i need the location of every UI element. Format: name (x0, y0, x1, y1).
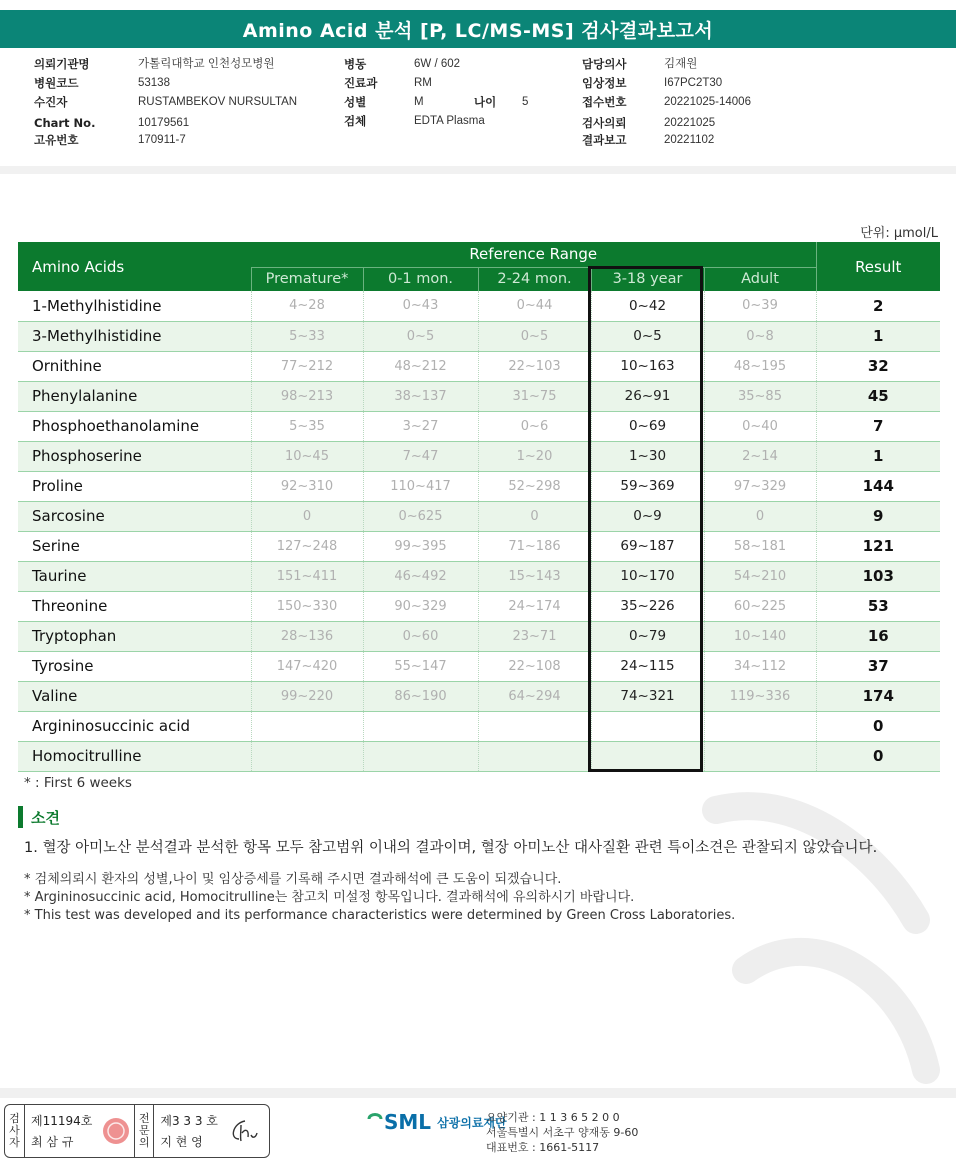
reference-range-cell: 38~137 (363, 381, 478, 411)
reference-range-cell: 0~43 (363, 291, 478, 321)
table-row (18, 441, 940, 471)
table-row (18, 411, 940, 441)
table-row (18, 351, 940, 381)
amino-acid-name: Tyrosine (18, 651, 251, 681)
opinion-text: 1. 혈장 아미노산 분석결과 분석한 항목 모두 참고범위 이내의 결과이며, 혈장 아미노산 대사질환 관련 특이소견은 관찰되지 않았습니다. (24, 840, 878, 856)
reference-range-cell: 10~45 (251, 441, 363, 471)
reference-range-cell: 52~298 (478, 471, 591, 501)
table-row (18, 471, 940, 501)
reference-range-cell: 0~5 (478, 321, 591, 351)
ward-value: 6W / 602 (414, 58, 461, 70)
receipt-value: 20221025-14006 (664, 96, 751, 108)
examiner-number: 제11194호 (31, 1114, 93, 1128)
result-cell: 121 (816, 531, 940, 561)
amino-acid-name: Phosphoethanolamine (18, 411, 251, 441)
table-row (18, 741, 940, 771)
result-cell: 144 (816, 471, 940, 501)
examiner-v1: 검 (9, 1112, 20, 1125)
amino-acid-name: Ornithine (18, 351, 251, 381)
reference-range-cell (591, 711, 704, 741)
reference-range-cell: 24~115 (591, 651, 704, 681)
reference-range-cell: 5~33 (251, 321, 363, 351)
table-row (18, 561, 940, 591)
header-result: Result (816, 242, 940, 291)
chart-label: Chart No. (34, 116, 96, 130)
reference-range-cell: 1~30 (591, 441, 704, 471)
ward-label: 병동 (344, 57, 367, 71)
header-premature: Premature* (251, 267, 363, 291)
reference-range-cell: 151~411 (251, 561, 363, 591)
divider-band (0, 166, 956, 174)
sml-mark-icon (366, 1111, 384, 1133)
phone: 대표번호 : 1661-5117 (486, 1141, 600, 1154)
reference-range-cell: 98~213 (251, 381, 363, 411)
footer-band (0, 1088, 956, 1098)
reference-range-cell (251, 711, 363, 741)
reference-range-cell: 150~330 (251, 591, 363, 621)
reference-range-cell: 35~85 (704, 381, 816, 411)
examiner-vertical-label (5, 1105, 25, 1157)
reference-range-cell: 48~195 (704, 351, 816, 381)
reference-range-cell: 0~5 (591, 321, 704, 351)
notes (24, 871, 735, 925)
reference-range-cell: 86~190 (363, 681, 478, 711)
reference-range-cell: 10~163 (591, 351, 704, 381)
reference-range-cell: 15~143 (478, 561, 591, 591)
examiner-name: 최 삼 규 (31, 1135, 74, 1149)
reference-range-cell: 119~336 (704, 681, 816, 711)
amino-acid-name: Homocitrulline (18, 741, 251, 771)
reference-range-cell: 26~91 (591, 381, 704, 411)
reference-range-cell: 23~71 (478, 621, 591, 651)
note-item: * Argininosuccinic acid, Homocitrulline는 참고치 미설정 항목입니다. 결과해석에 유의하시기 바랍니다. (24, 890, 635, 905)
specialist-v3: 의 (139, 1136, 150, 1149)
specimen-value: EDTA Plasma (414, 115, 485, 127)
reference-range-cell: 97~329 (704, 471, 816, 501)
reference-range-cell (363, 711, 478, 741)
reference-range-cell: 99~395 (363, 531, 478, 561)
amino-acid-name: Taurine (18, 561, 251, 591)
table-row (18, 321, 940, 351)
reference-range-cell: 4~28 (251, 291, 363, 321)
reference-range-cell: 99~220 (251, 681, 363, 711)
reference-range-cell: 69~187 (591, 531, 704, 561)
result-cell: 174 (816, 681, 940, 711)
reference-range-cell: 0~625 (363, 501, 478, 531)
result-cell: 0 (816, 741, 940, 771)
address: 서울특별시 서초구 양재동 9-60 (486, 1126, 639, 1139)
reference-range-cell: 147~420 (251, 651, 363, 681)
patient-label: 수진자 (34, 95, 68, 109)
unique-label: 고유번호 (34, 133, 79, 147)
unique-value: 170911-7 (138, 134, 186, 146)
reference-range-cell: 48~212 (363, 351, 478, 381)
table-row (18, 381, 940, 411)
reference-range-cell: 31~75 (478, 381, 591, 411)
reference-range-cell: 58~181 (704, 531, 816, 561)
result-cell: 9 (816, 501, 940, 531)
reference-range-cell: 1~20 (478, 441, 591, 471)
amino-acid-name: Phosphoserine (18, 441, 251, 471)
doctor-value: 김재원 (664, 58, 698, 70)
reference-range-cell: 127~248 (251, 531, 363, 561)
amino-acid-name: Sarcosine (18, 501, 251, 531)
specimen-label: 검체 (344, 114, 367, 128)
reference-range-cell: 0 (251, 501, 363, 531)
dept-label: 진료과 (344, 76, 378, 90)
patient-value: RUSTAMBEKOV NURSULTAN (138, 96, 298, 108)
specialist-cell (154, 1105, 224, 1157)
reference-range-cell: 0 (704, 501, 816, 531)
table-row (18, 531, 940, 561)
result-cell: 103 (816, 561, 940, 591)
reference-range-cell: 34~112 (704, 651, 816, 681)
result-cell: 37 (816, 651, 940, 681)
hospital-code-value: 53138 (138, 77, 170, 89)
table-row (18, 621, 940, 651)
table-row (18, 651, 940, 681)
amino-acid-name: Argininosuccinic acid (18, 711, 251, 741)
reference-range-cell: 3~27 (363, 411, 478, 441)
reference-range-cell: 71~186 (478, 531, 591, 561)
specialist-name: 지 현 영 (160, 1135, 203, 1149)
watermark-graphic (676, 770, 956, 1090)
sex-label: 성별 (344, 95, 367, 109)
header-3-18-year: 3-18 year (591, 267, 704, 291)
reference-range-cell: 0~5 (363, 321, 478, 351)
reference-range-cell: 59~369 (591, 471, 704, 501)
opinion-marker (18, 806, 23, 828)
institution-label: 의뢰기관명 (34, 57, 90, 71)
reference-range-cell: 0~69 (591, 411, 704, 441)
clinical-value: I67PC2T30 (664, 77, 723, 89)
reference-range-cell: 0~44 (478, 291, 591, 321)
reference-range-cell: 24~174 (478, 591, 591, 621)
specialist-v1: 전 (139, 1112, 150, 1125)
unit-label: 단위: μmol/L (860, 226, 938, 241)
footnote: * : First 6 weeks (24, 775, 132, 791)
note-item: * This test was developed and its performance characteristics were determined by Green Cross Laboratories. (24, 908, 736, 923)
table-row (18, 591, 940, 621)
amino-acid-name: Threonine (18, 591, 251, 621)
reference-range-cell: 5~35 (251, 411, 363, 441)
reference-range-cell: 55~147 (363, 651, 478, 681)
reference-range-cell: 0~8 (704, 321, 816, 351)
reference-range-cell: 22~103 (478, 351, 591, 381)
amino-acid-name: 3-Methylhistidine (18, 321, 251, 351)
reference-range-cell (704, 741, 816, 771)
result-cell: 1 (816, 321, 940, 351)
sml-logo-text: SML (384, 1110, 432, 1134)
request-value: 20221025 (664, 117, 716, 129)
reference-range-cell (478, 741, 591, 771)
result-cell: 7 (816, 411, 940, 441)
reference-range-cell: 35~226 (591, 591, 704, 621)
age-value: 5 (522, 96, 529, 108)
reference-range-cell: 0~60 (363, 621, 478, 651)
reference-range-cell: 74~321 (591, 681, 704, 711)
reference-range-cell: 0~40 (704, 411, 816, 441)
reference-range-cell: 28~136 (251, 621, 363, 651)
institution-value: 가톨릭대학교 인천성모병원 (138, 58, 275, 70)
result-cell: 45 (816, 381, 940, 411)
request-label: 검사의뢰 (582, 116, 627, 130)
reference-range-cell: 64~294 (478, 681, 591, 711)
reference-range-cell (363, 741, 478, 771)
reference-range-cell: 0~42 (591, 291, 704, 321)
specialist-number: 제3 3 3 호 (160, 1114, 218, 1128)
reference-range-cell: 10~140 (704, 621, 816, 651)
result-cell: 2 (816, 291, 940, 321)
contact-info (486, 1110, 638, 1155)
age-label: 나이 (474, 95, 497, 109)
table-row (18, 291, 940, 321)
amino-acid-table (18, 242, 940, 772)
care-code: 요양기관 : 1 1 3 6 5 2 0 0 (486, 1111, 620, 1124)
examiner-v2: 사 (9, 1124, 20, 1137)
reference-range-cell: 2~14 (704, 441, 816, 471)
clinical-label: 임상정보 (582, 76, 627, 90)
reference-range-cell (591, 741, 704, 771)
reference-range-cell: 90~329 (363, 591, 478, 621)
examiner-cell (25, 1105, 98, 1157)
dept-value: RM (414, 77, 432, 89)
reference-range-cell: 10~170 (591, 561, 704, 591)
reference-range-cell: 0 (478, 501, 591, 531)
result-cell: 53 (816, 591, 940, 621)
amino-acid-name: Phenylalanine (18, 381, 251, 411)
reference-range-cell: 92~310 (251, 471, 363, 501)
result-cell: 16 (816, 621, 940, 651)
reference-range-cell: 110~417 (363, 471, 478, 501)
reference-range-cell: 54~210 (704, 561, 816, 591)
table-row (18, 681, 940, 711)
reference-range-cell: 60~225 (704, 591, 816, 621)
header-2-24-mon: 2-24 mon. (478, 267, 591, 291)
reference-range-cell: 46~492 (363, 561, 478, 591)
header-amino-acids: Amino Acids (18, 242, 251, 291)
amino-acid-name: Proline (18, 471, 251, 501)
amino-acid-name: Serine (18, 531, 251, 561)
sex-value: M (414, 96, 424, 108)
doctor-label: 담당의사 (582, 57, 627, 71)
result-cell: 1 (816, 441, 940, 471)
receipt-label: 접수번호 (582, 95, 627, 109)
signature-box (4, 1104, 270, 1158)
result-cell: 0 (816, 711, 940, 741)
specialist-v2: 문 (139, 1124, 150, 1137)
amino-acid-name: 1-Methylhistidine (18, 291, 251, 321)
reference-range-cell: 22~108 (478, 651, 591, 681)
reference-range-cell: 0~9 (591, 501, 704, 531)
reference-range-cell (478, 711, 591, 741)
reference-range-cell: 77~212 (251, 351, 363, 381)
amino-acid-name: Valine (18, 681, 251, 711)
org-name: 삼광의료재단 (437, 1115, 507, 1130)
report-title: Amino Acid 분석 [P, LC/MS-MS] 검사결과보고서 (0, 10, 956, 48)
hospital-code-label: 병원코드 (34, 76, 79, 90)
reference-range-cell: 0~79 (591, 621, 704, 651)
reference-range-cell: 7~47 (363, 441, 478, 471)
reference-range-cell: 0~39 (704, 291, 816, 321)
chart-value: 10179561 (138, 117, 190, 129)
signature-icon (224, 1105, 260, 1157)
seal-stamp-icon (98, 1105, 134, 1157)
specialist-vertical-label (134, 1105, 154, 1157)
table-row (18, 501, 940, 531)
note-item: * 검체의뢰시 환자의 성별,나이 및 임상증세를 기록해 주시면 결과해석에 큰 도움이 되겠습니다. (24, 872, 562, 887)
header-adult: Adult (704, 267, 816, 291)
reference-range-cell: 0~6 (478, 411, 591, 441)
result-cell: 32 (816, 351, 940, 381)
table-row (18, 711, 940, 741)
opinion-header (18, 806, 60, 828)
opinion-title: 소견 (31, 808, 60, 827)
header-0-1-mon: 0-1 mon. (363, 267, 478, 291)
report-value: 20221102 (664, 134, 715, 146)
examiner-v3: 자 (9, 1136, 20, 1149)
header-reference-range: Reference Range (251, 242, 816, 267)
amino-acid-name: Tryptophan (18, 621, 251, 651)
reference-range-cell (251, 741, 363, 771)
report-label: 결과보고 (582, 133, 627, 147)
reference-range-cell (704, 711, 816, 741)
